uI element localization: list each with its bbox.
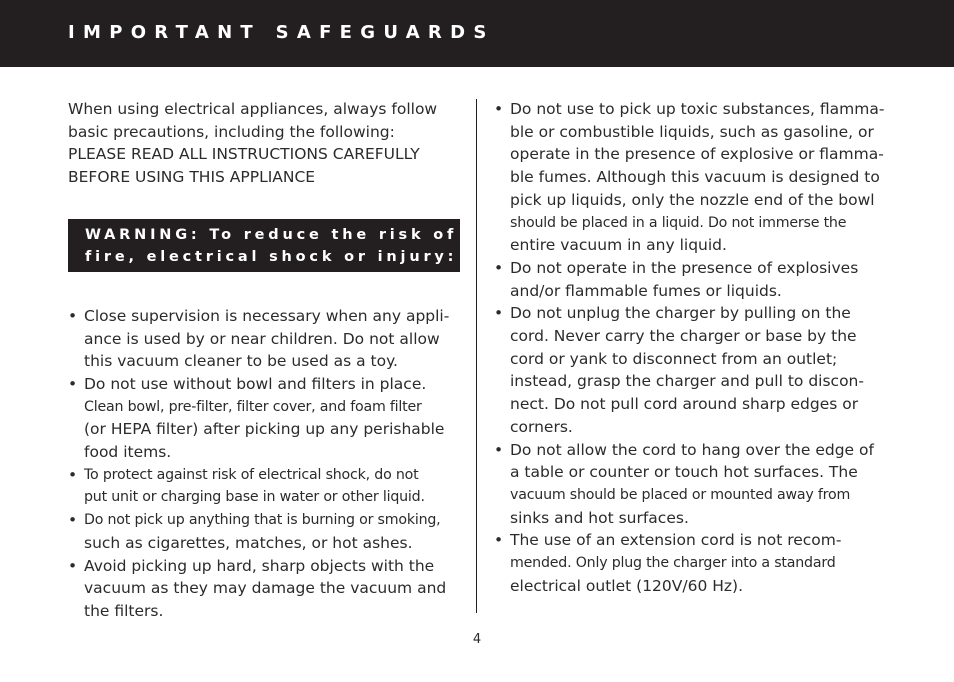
bullet-icon: •: [494, 100, 504, 118]
bullet-icon: •: [68, 556, 78, 575]
page-number: 4: [472, 632, 482, 647]
header-title: IMPORTANT SAFEGUARDS: [68, 22, 495, 43]
list-item-line: pick up liquids, only the nozzle end of the bowl: [510, 190, 875, 209]
list-item-line: a table or counter or touch hot surfaces. The: [510, 463, 858, 482]
list-item-line: sinks and hot surfaces.: [510, 508, 689, 527]
list-item-line: Do not use to pick up toxic substances, flamma-: [510, 100, 885, 118]
list-item-line: entire vacuum in any liquid.: [510, 236, 727, 255]
list-item-line: Avoid picking up hard, sharp objects with the: [84, 556, 435, 575]
list-item-line: operate in the presence of explosive or flamma-: [510, 145, 884, 164]
list-item-line: and/or flammable fumes or liquids.: [510, 281, 782, 300]
list-item: [68, 509, 463, 554]
list-item-line: To protect against risk of electrical shock, do not: [84, 466, 419, 483]
list-item-line: nect. Do not pull cord around sharp edges or: [510, 395, 859, 414]
list-item-line: Clean bowl, pre-filter, filter cover, and foam filter: [84, 398, 422, 415]
list-item-line: vacuum as they may damage the vacuum and: [84, 579, 447, 598]
list-item-line: put unit or charging base in water or other liquid.: [84, 489, 425, 506]
list-item: [494, 302, 892, 438]
page-header: [0, 0, 954, 67]
list-item-line: Do not use without bowl and filters in place.: [84, 374, 427, 393]
list-item-line: such as cigarettes, matches, or hot ashes.: [84, 533, 413, 552]
list-item-line: ance is used by or near children. Do not allow: [84, 329, 440, 348]
list-item-line: The use of an extension cord is not recom-: [510, 531, 842, 550]
list-item-line: instead, grasp the charger and pull to discon-: [510, 372, 864, 391]
list-item-line: Do not allow the cord to hang over the edge of: [510, 440, 874, 459]
warning-line: WARNING: To reduce the risk of: [85, 226, 458, 243]
intro-line: When using electrical appliances, always follow: [68, 100, 438, 118]
bullet-icon: •: [494, 304, 504, 323]
left-column: [68, 98, 463, 623]
list-item-line: mended. Only plug the charger into a standard: [510, 555, 836, 572]
list-item: [68, 305, 463, 373]
bullet-icon: •: [494, 258, 504, 277]
bullet-icon: •: [494, 440, 504, 459]
list-item-line: this vacuum cleaner to be used as a toy.: [84, 352, 398, 371]
list-item-line: should be placed in a liquid. Do not immerse the: [510, 214, 847, 231]
list-item-line: cord. Never carry the charger or base by the: [510, 327, 857, 346]
list-item: [494, 98, 892, 257]
list-item-line: electrical outlet (120V/60 Hz).: [510, 576, 744, 595]
list-item-line: corners.: [510, 417, 573, 436]
list-item-line: Do not operate in the presence of explosives: [510, 258, 859, 277]
column-divider: [476, 99, 477, 613]
bullet-icon: •: [68, 374, 78, 393]
list-item-line: vacuum should be placed or mounted away from: [510, 486, 851, 503]
right-column: [494, 98, 892, 597]
list-item: [68, 555, 463, 623]
intro-line: PLEASE READ ALL INSTRUCTIONS CAREFULLY: [68, 145, 420, 164]
list-item-line: Do not unplug the charger by pulling on the: [510, 304, 851, 323]
bullet-icon: •: [68, 465, 78, 484]
intro-line: BEFORE USING THIS APPLIANCE: [68, 168, 316, 187]
bullet-icon: •: [494, 531, 504, 550]
intro-paragraph: [68, 98, 463, 189]
list-item-line: ble or combustible liquids, such as gasoline, or: [510, 122, 874, 141]
list-item: [494, 529, 892, 597]
list-item-line: (or HEPA filter) after picking up any perishable: [84, 420, 445, 439]
list-item-line: ble fumes. Although this vacuum is designed to: [510, 168, 880, 187]
list-item-line: cord or yank to disconnect from an outlet;: [510, 349, 838, 368]
intro-line: basic precautions, including the following:: [68, 122, 395, 141]
warning-line: fire, electrical shock or injury:: [85, 248, 458, 265]
list-item: [68, 464, 463, 509]
list-item-line: the filters.: [84, 601, 164, 620]
list-item: [494, 439, 892, 530]
bullet-icon: •: [68, 511, 78, 530]
left-bullet-list: [68, 305, 463, 623]
warning-box: [68, 219, 460, 272]
list-item-line: Do not pick up anything that is burning or smoking,: [84, 512, 441, 529]
list-item-line: food items.: [84, 443, 172, 462]
list-item: [494, 257, 892, 302]
bullet-icon: •: [68, 306, 78, 325]
list-item-line: Close supervision is necessary when any appli-: [84, 306, 450, 325]
list-item: [68, 373, 463, 464]
right-bullet-list: [494, 98, 892, 597]
